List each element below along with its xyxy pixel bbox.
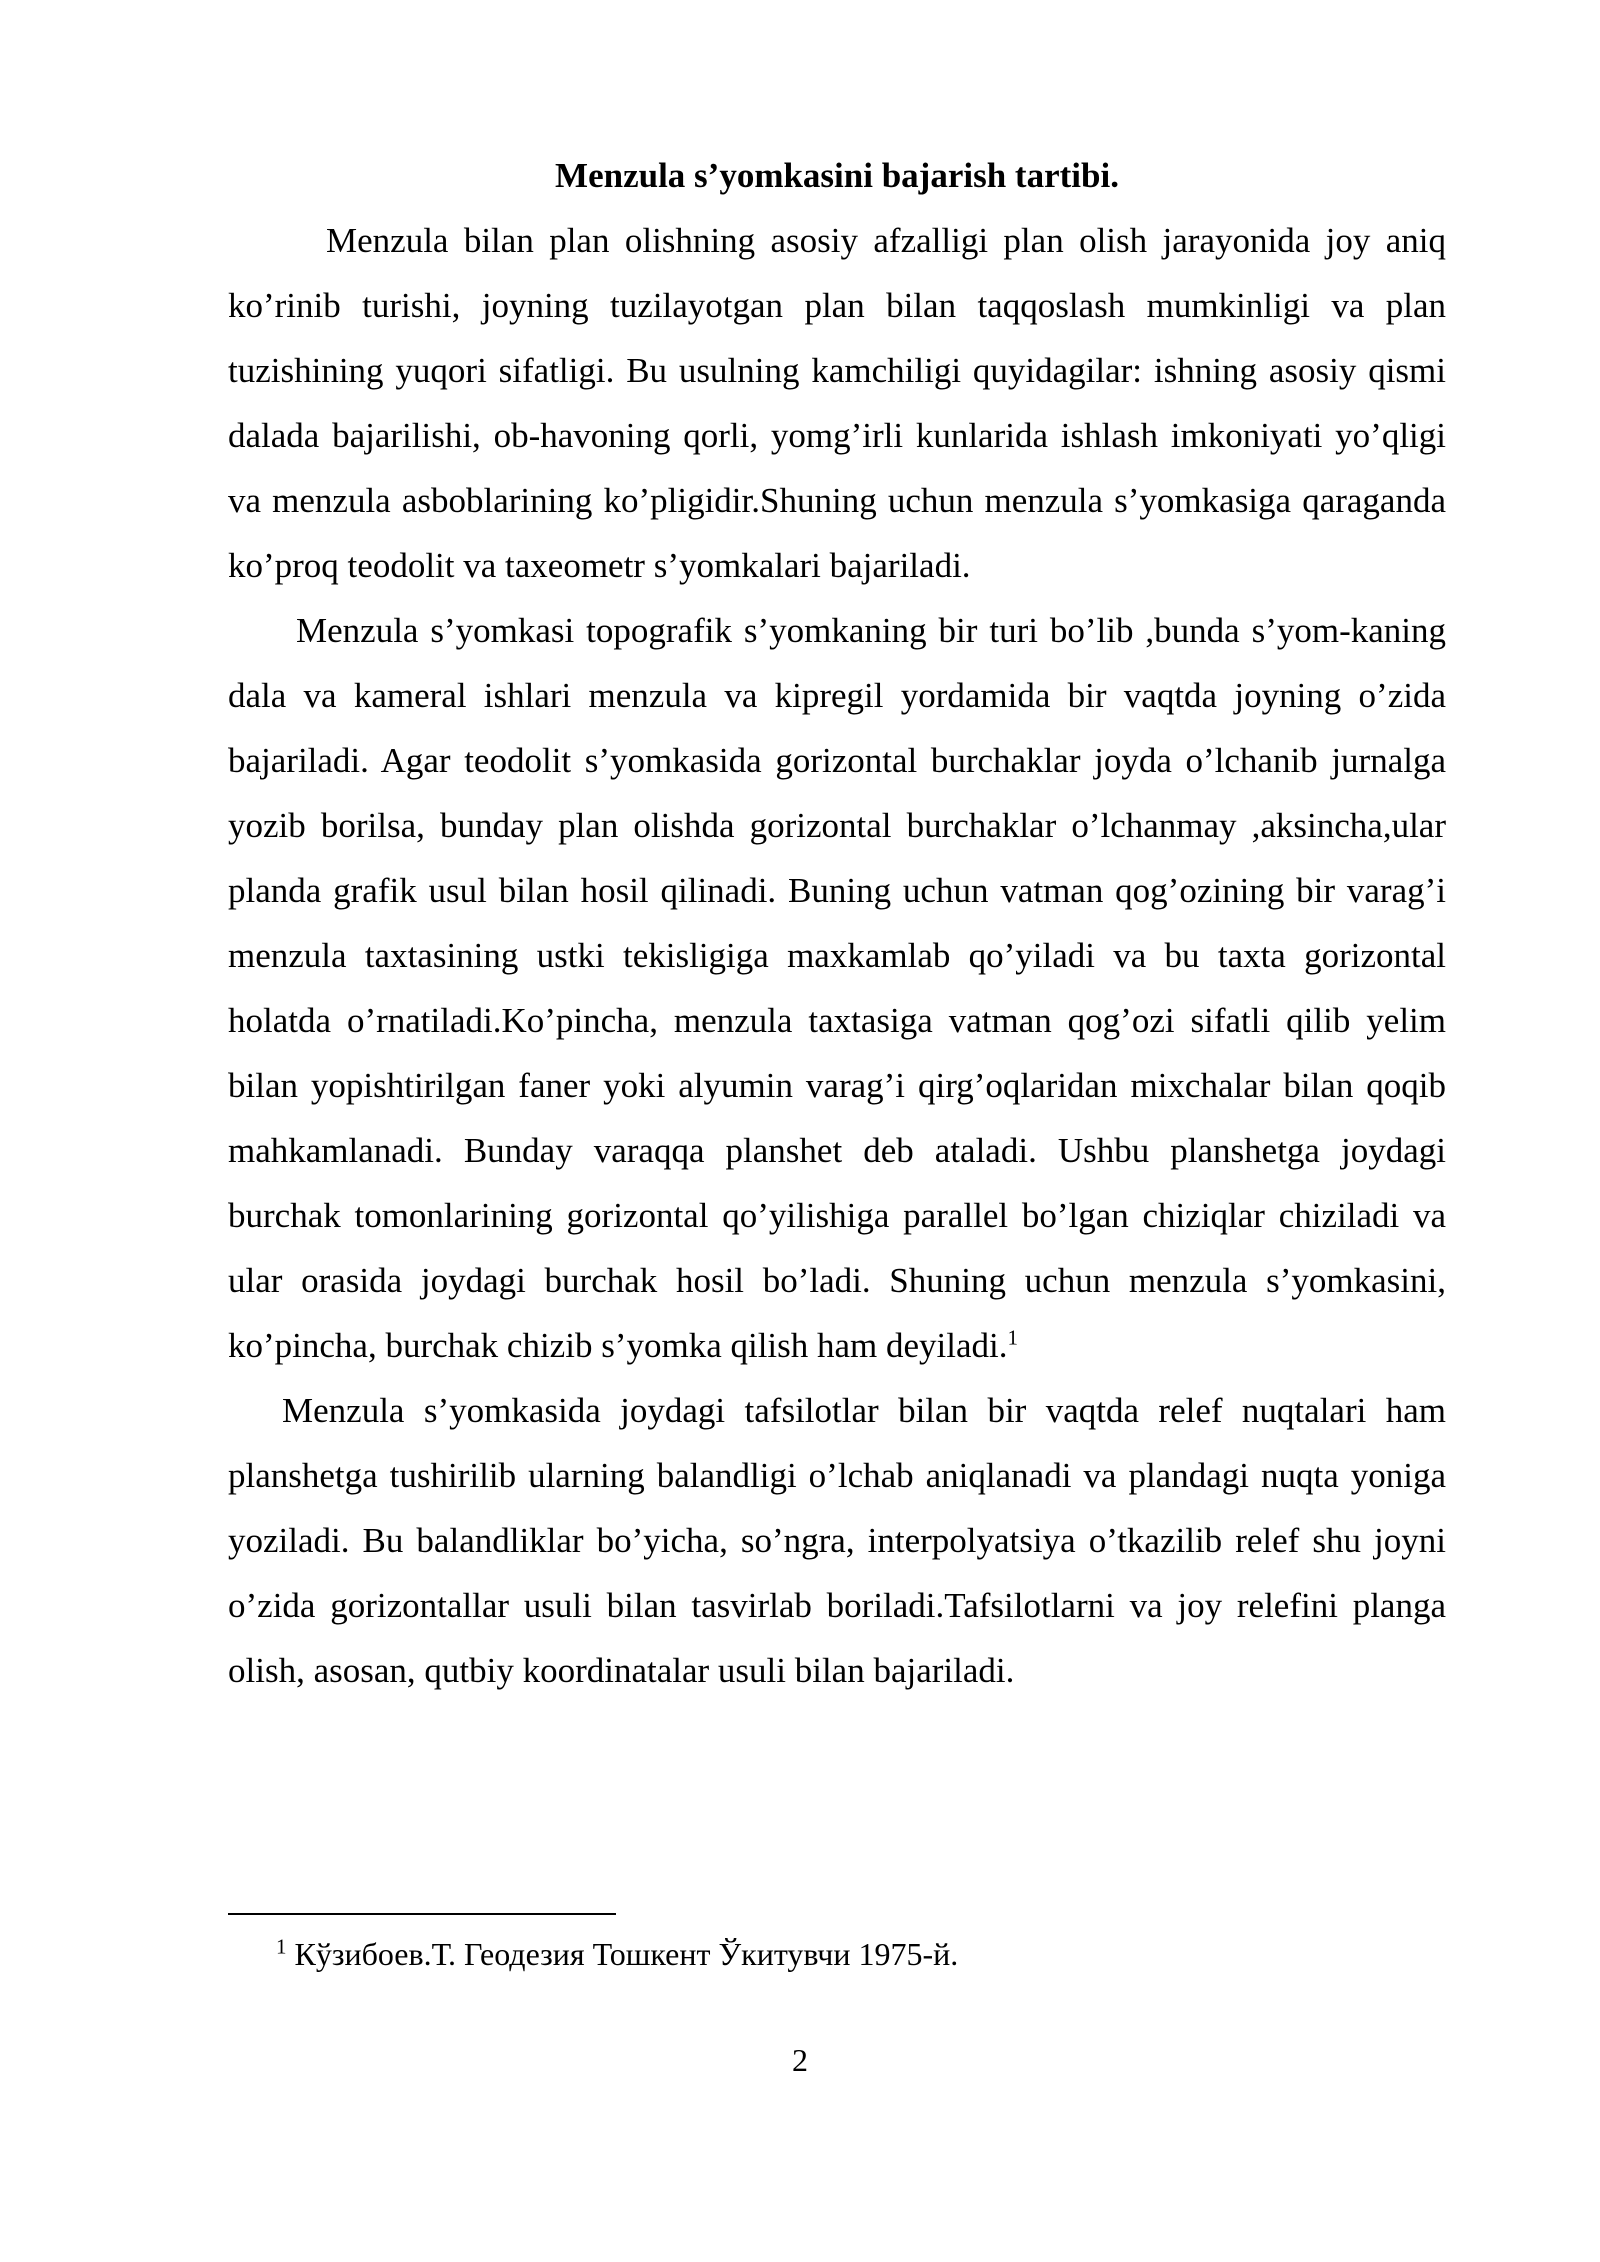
footnote-separator	[228, 1913, 616, 1915]
footnote-reference[interactable]: 1	[1007, 1325, 1019, 1350]
paragraph-1: Menzula bilan plan olishning asosiy afzalligi plan olish jarayonida joy aniq ko’rinib turishi, joyning tuzilayotgan plan bilan taqqoslash mumkinligi va plan tuzishining yuqori sifatligi. Bu usulning kamchiligi quyidagilar: ishning asosiy qismi dalada bajarilishi, ob-havoning qorli, yomg’irli kunlarida ishlash imkoniyati yo’qligi va menzula asboblarining ko’pligidir.Shuning uchun menzula s’yomkasiga qaraganda ko’proq teodolit va taxeometr s’yomkalari bajariladi.	[228, 221, 1446, 585]
body-text	[228, 208, 1446, 1703]
paragraph-2	[228, 598, 1446, 1378]
footnote	[276, 1930, 958, 1978]
page-title: Menzula s’yomkasini bajarish tartibi.	[555, 156, 1119, 195]
page-number: 2	[792, 2042, 808, 2078]
paragraph-3: Menzula s’yomkasida joydagi tafsilotlar bilan bir vaqtda relef nuqtalari ham planshetga tushirilib ularning balandligi o’lchab aniqlanadi va plandagi nuqta yoniga yoziladi. Bu balandliklar bo’yicha, so’ngra, interpolyatsiya o’tkazilib relef shu joyni o’zida gorizontallar usuli bilan tasvirlab boriladi.Tafsilotlarni va joy relefini planga olish, asosan, qutbiy koordinatalar usuli bilan bajariladi.	[228, 1391, 1446, 1690]
paragraph-2-text: Menzula s’yomkasi topografik s’yomkaning bir turi bo’lib ,bunda s’yom-kaning dala va kameral ishlari menzula va kipregil yordamida bir vaqtda joyning o’zida bajariladi. Agar teodolit s’yomkasida gorizontal burchaklar joyda o’lchanib jurnalga yozib borilsa, bunday plan olishda gorizontal burchaklar o’lchanmay ,aksincha,ular planda grafik usul bilan hosil qilinadi. Buning uchun vatman qog’ozining bir varag’i menzula taxtasining ustki tekisligiga maxkamlab qo’yiladi va bu taxta gorizontal holatda o’rnatiladi.Ko’pincha, menzula taxtasiga vatman qog’ozi sifatli qilib yelim bilan yopishtirilgan faner yoki alyumin varag’i qirg’oqlaridan mixchalar bilan qoqib mahkamlanadi. Bunday varaqqa planshet deb ataladi. Ushbu planshetga joydagi burchak tomonlarining gorizontal qo’yilishiga parallel bo’lgan chiziqlar chiziladi va ular orasida joydagi burchak hosil bo’ladi. Shuning uchun menzula s’yomkasini, ko’pincha, burchak chizib s’yomka qilish ham deyiladi.	[228, 611, 1446, 1365]
footnote-marker: 1	[276, 1934, 287, 1959]
footnote-text: Кўзибоев.Т. Геодезия Тошкент Ўкитувчи 1975-й.	[294, 1936, 959, 1972]
